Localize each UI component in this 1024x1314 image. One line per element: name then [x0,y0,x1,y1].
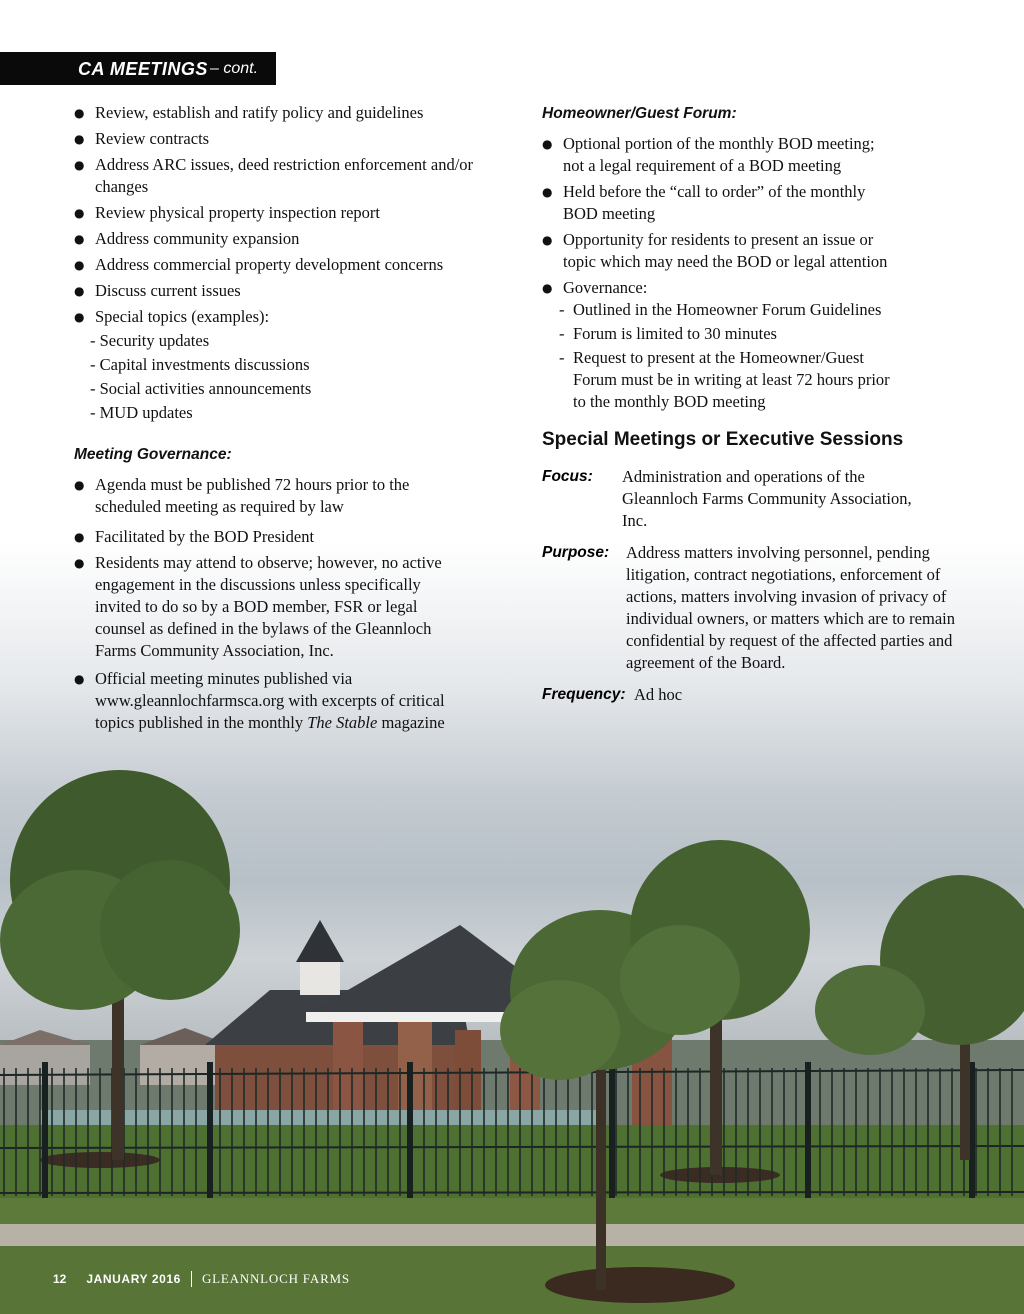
list-item [74,668,454,734]
page-footer [53,1270,350,1288]
list-item: ● Optional portion of the monthly BOD meeting; not a legal requirement of a BOD meeting [542,133,892,177]
list-item: - MUD updates [90,403,193,422]
list-item: ● Opportunity for residents to present an issue or topic which may need the BOD or legal attention [542,229,892,273]
forum-heading: Homeowner/Guest Forum: [542,105,737,122]
list-item: ● Address community expansion [74,228,474,250]
house-roof-left [0,1030,90,1045]
list-item: ● Facilitated by the BOD President [74,526,454,548]
list-item: - Forum is limited to 30 minutes [559,324,777,343]
list-item: ● Review physical property inspection report [74,202,474,224]
minutes-text: Official meeting minutes published via www.gleannlochfarmsca.org with excerpts of critical topics published in the monthly [95,669,445,732]
issue-date: JANUARY 2016 [86,1272,181,1286]
special-meetings-heading: Special Meetings or Executive Sessions [542,429,904,450]
focus-label: Focus: [542,468,593,485]
agenda-list [74,102,474,328]
sidewalk [0,1224,1024,1246]
list-item: ● Special topics (examples): [74,306,474,328]
list-item: ● Governance: [542,277,892,299]
section-title: CA MEETINGS [78,59,208,79]
focus-text: Administration and operations of the Gleannloch Farms Community Association, Inc. [622,467,912,530]
list-item: ● Agenda must be published 72 hours prior to the scheduled meeting as required by law [74,474,454,518]
governance-list [74,474,454,734]
special-topics-list [74,330,474,424]
purpose-label: Purpose: [542,544,610,561]
forum-list [542,133,892,299]
list-item: ● Address ARC issues, deed restriction enforcement and/or changes [74,154,474,198]
list-item: ● Review contracts [74,128,474,150]
cupola-roof [296,920,344,962]
mulch-ring [545,1267,735,1303]
minutes-suffix: magazine [381,713,445,732]
list-item: ● Held before the “call to order” of the monthly BOD meeting [542,181,892,225]
list-item: - Outlined in the Homeowner Forum Guidelines [559,300,882,319]
right-column [542,103,962,451]
list-item: ● Review, establish and ratify policy and guidelines [74,102,474,124]
lawn-mid [0,1198,1024,1224]
left-column [74,102,474,738]
list-item: - Security updates [90,331,210,350]
section-banner [0,52,276,85]
frequency-label: Frequency: [542,686,626,703]
list-item: - Request to present at the Homeowner/Guest Forum must be in writing at least 72 hours prior to the monthly BOD meeting [559,348,890,411]
forum-governance-list [542,299,899,413]
footer-divider [191,1271,192,1287]
list-item: - Social activities announcements [90,379,312,398]
section-suffix: – cont. [210,60,259,77]
list-item: ● Residents may attend to observe; however, no active engagement in the discussions unless specifically invited to do so by a BOD member, FSR or legal counsel as defined in the bylaws of the Gleannloch Farms Community Association, Inc. [74,552,454,662]
list-item: ● Address commercial property development concerns [74,254,474,276]
purpose-text: Address matters involving personnel, pending litigation, contract negotiations, enforcement of actions, matters involving invasion of privacy of individual owners, or matters which are to remain confidential by request of the affected parties and agreement of the Board. [626,543,955,672]
governance-heading: Meeting Governance: [74,446,232,463]
magazine-name: The Stable [307,713,378,732]
magazine-title: GLEANNLOCH FARMS [201,1271,350,1286]
frequency-text: Ad hoc [634,685,683,704]
list-item: ● Discuss current issues [74,280,474,302]
cupola [300,960,340,995]
page-number: 12 [53,1272,67,1286]
list-item: - Capital investments discussions [90,355,310,374]
